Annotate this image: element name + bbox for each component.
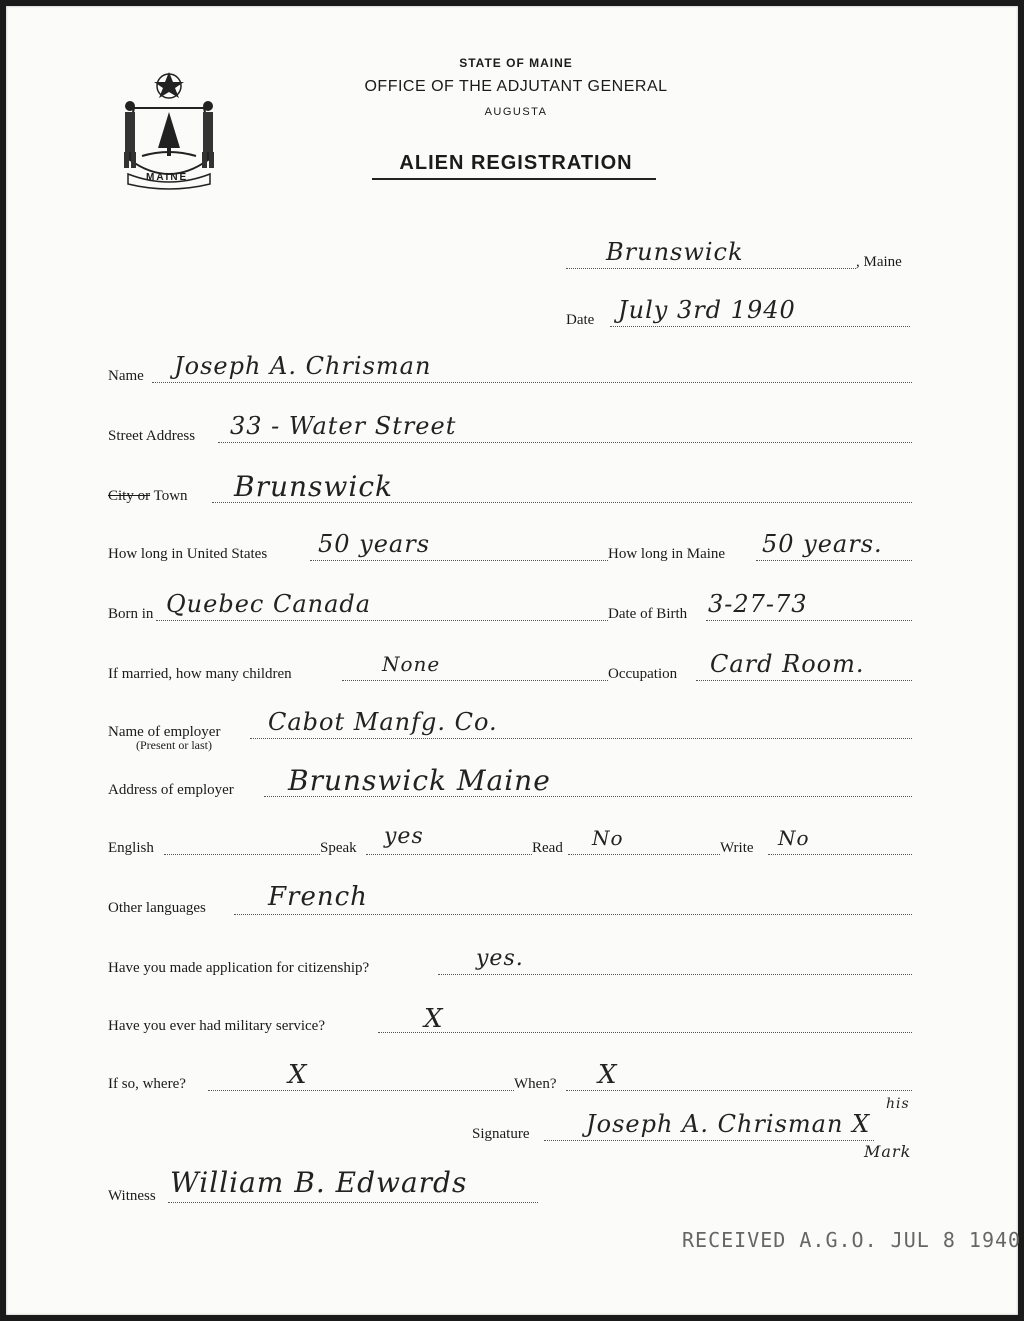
where-line: [208, 1090, 514, 1091]
signature-his: his: [886, 1096, 910, 1112]
signature-line: [544, 1140, 874, 1141]
children-value: None: [382, 652, 441, 676]
street-value: 33 - Water Street: [230, 412, 457, 440]
place-suffix: , Maine: [856, 254, 902, 270]
title-underline: [372, 178, 656, 180]
other-lang-value: French: [268, 882, 368, 912]
employer-address-value: Brunswick Maine: [288, 764, 551, 797]
place-line: [566, 268, 856, 269]
when-line: [566, 1090, 912, 1091]
children-label: If married, how many children: [108, 666, 292, 682]
employer-value: Cabot Manfg. Co.: [268, 708, 498, 736]
maine-years-value: 50 years.: [762, 530, 883, 558]
city-heading: AUGUSTA: [484, 106, 548, 118]
maine-years-line: [756, 560, 912, 561]
us-years-label: How long in United States: [108, 546, 268, 562]
state-heading: STATE OF MAINE: [459, 56, 573, 70]
name-line: [152, 382, 912, 383]
citizenship-label: Have you made application for citizenship?: [108, 960, 370, 976]
received-stamp: RECEIVED A.G.O. JUL 8 1940: [682, 1228, 1022, 1252]
military-line: [378, 1032, 912, 1033]
witness-label: Witness: [108, 1188, 156, 1204]
maine-years-label: How long in Maine: [608, 546, 726, 562]
employer-address-label: Address of employer: [108, 782, 234, 798]
children-line: [342, 680, 608, 681]
read-line: [568, 854, 720, 855]
english-line: [164, 854, 320, 855]
street-label: Street Address: [108, 428, 196, 444]
signature-label: Signature: [472, 1126, 530, 1142]
seal-banner-text: MAINE: [146, 172, 189, 183]
english-label: English: [108, 840, 154, 856]
place-value: Brunswick: [606, 238, 744, 266]
date-line: [610, 326, 910, 327]
employer-sublabel: (Present or last): [136, 738, 212, 752]
read-label: Read: [532, 840, 563, 856]
town-value: Brunswick: [234, 470, 393, 503]
signature-mark: Mark: [864, 1142, 912, 1161]
town-label: Town: [153, 488, 188, 504]
employer-line: [250, 738, 912, 739]
signature-value: Joseph A. Chrisman X: [586, 1110, 871, 1138]
when-label: When?: [514, 1076, 557, 1092]
born-value: Quebec Canada: [166, 590, 372, 618]
born-line: [156, 620, 608, 621]
dob-value: 3-27-73: [708, 590, 808, 618]
military-value: X: [424, 1004, 444, 1034]
name-label: Name: [108, 368, 144, 384]
dob-label: Date of Birth: [608, 606, 688, 622]
city-label-struck: City or: [108, 488, 151, 504]
occupation-value: Card Room.: [710, 650, 865, 678]
other-lang-label: Other languages: [108, 900, 206, 916]
military-label: Have you ever had military service?: [108, 1018, 325, 1034]
other-lang-line: [234, 914, 912, 915]
office-heading: OFFICE OF THE ADJUTANT GENERAL: [364, 78, 668, 95]
name-value: Joseph A. Chrisman: [174, 352, 432, 380]
speak-value: yes: [384, 824, 424, 849]
born-label: Born in: [108, 606, 154, 622]
registration-form: [6, 6, 1022, 1315]
date-value: July 3rd 1940: [618, 296, 796, 324]
when-value: X: [598, 1060, 618, 1090]
speak-line: [366, 854, 532, 855]
speak-label: Speak: [320, 840, 357, 856]
where-value: X: [288, 1060, 308, 1090]
write-line: [768, 854, 912, 855]
witness-value: William B. Edwards: [170, 1166, 468, 1199]
date-label: Date: [566, 312, 595, 328]
witness-line: [168, 1202, 538, 1203]
occupation-label: Occupation: [608, 666, 678, 682]
employer-label: Name of employer: [108, 724, 221, 740]
street-line: [218, 442, 912, 443]
citizenship-line: [438, 974, 912, 975]
occupation-line: [696, 680, 912, 681]
us-years-line: [310, 560, 608, 561]
dob-line: [706, 620, 912, 621]
citizenship-value: yes.: [476, 946, 524, 971]
us-years-value: 50 years: [318, 530, 431, 558]
where-label: If so, where?: [108, 1076, 186, 1092]
write-label: Write: [720, 840, 754, 856]
write-value: No: [778, 826, 810, 850]
read-value: No: [592, 826, 624, 850]
form-title: ALIEN REGISTRATION: [399, 152, 633, 174]
